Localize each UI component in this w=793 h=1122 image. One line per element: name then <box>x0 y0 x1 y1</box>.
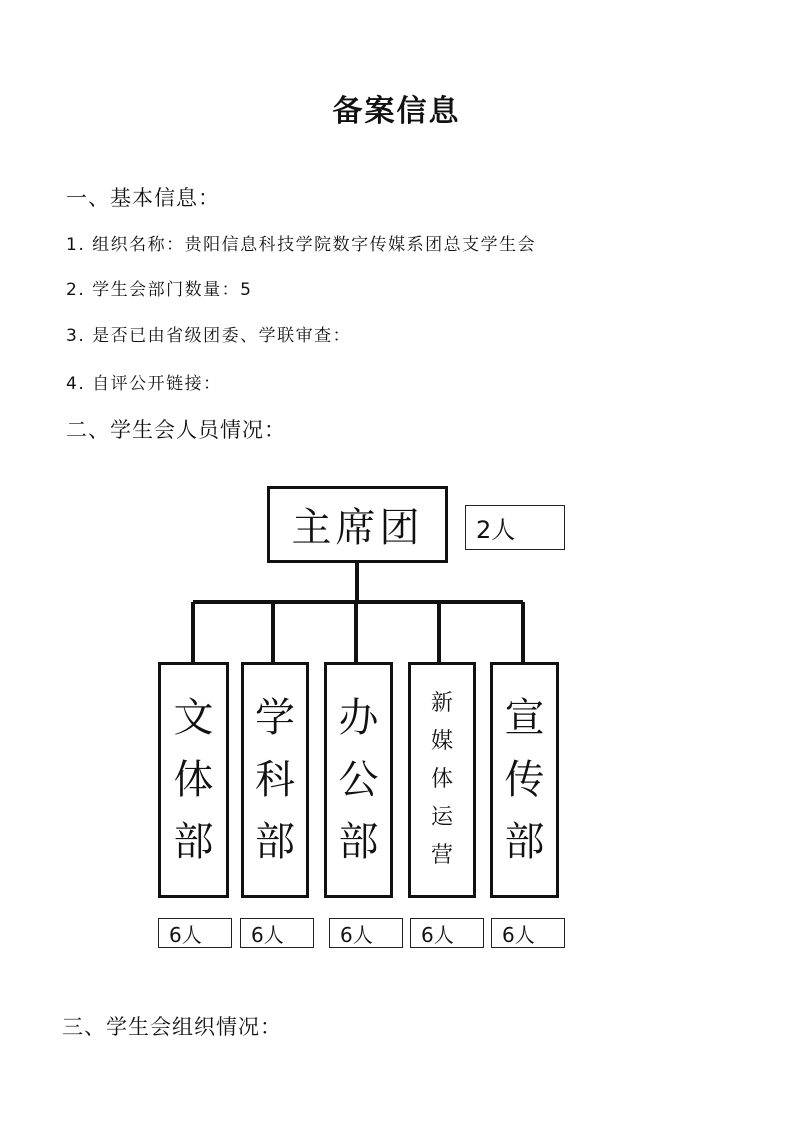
info-line-dept-count: 2. 学生会部门数量：5 <box>66 280 253 300</box>
dept-char: 公 <box>338 757 379 803</box>
dept-box-publicity <box>490 662 559 898</box>
chair-group-label: 主席团 <box>291 505 424 551</box>
dept-count-office: 6人 <box>329 918 403 948</box>
dept-char: 部 <box>173 819 214 865</box>
section-heading-basic-info: 一、基本信息： <box>66 186 220 210</box>
dept-char: 传 <box>504 757 545 803</box>
dept-char: 科 <box>255 757 295 803</box>
dept-box-office <box>324 662 393 898</box>
info-line-self-eval-link: 4. 自评公开链接： <box>66 374 222 394</box>
dept-char: 部 <box>338 819 379 865</box>
page-title: 备案信息 <box>332 94 461 129</box>
dept-count-publicity: 6人 <box>491 918 565 948</box>
dept-char: 部 <box>255 819 295 865</box>
chair-group-box <box>267 486 448 563</box>
info-line-review: 3. 是否已由省级团委、学联审查： <box>66 326 352 346</box>
dept-box-new-media <box>408 662 476 898</box>
dept-char: 媒 <box>430 729 453 754</box>
section-heading-staff: 二、学生会人员情况： <box>66 418 286 442</box>
dept-char: 部 <box>504 819 545 865</box>
dept-char: 宣 <box>504 695 545 741</box>
dept-char: 新 <box>430 691 453 716</box>
dept-char: 体 <box>430 767 453 792</box>
dept-char: 营 <box>430 843 453 868</box>
dept-char: 体 <box>173 757 214 803</box>
chair-group-count: 2人 <box>465 505 565 550</box>
dept-count-sports: 6人 <box>158 918 232 948</box>
dept-count-academic: 6人 <box>240 918 314 948</box>
dept-char: 学 <box>255 695 295 741</box>
info-line-org-name: 1. 组织名称：贵阳信息科技学院数字传媒系团总支学生会 <box>66 235 537 255</box>
dept-char: 运 <box>430 805 453 830</box>
dept-box-academic <box>241 662 309 898</box>
section-heading-org: 三、学生会组织情况： <box>62 1015 282 1039</box>
dept-char: 文 <box>173 695 214 741</box>
dept-box-sports <box>158 662 229 898</box>
dept-count-new-media: 6人 <box>410 918 484 948</box>
dept-char: 办 <box>338 695 379 741</box>
